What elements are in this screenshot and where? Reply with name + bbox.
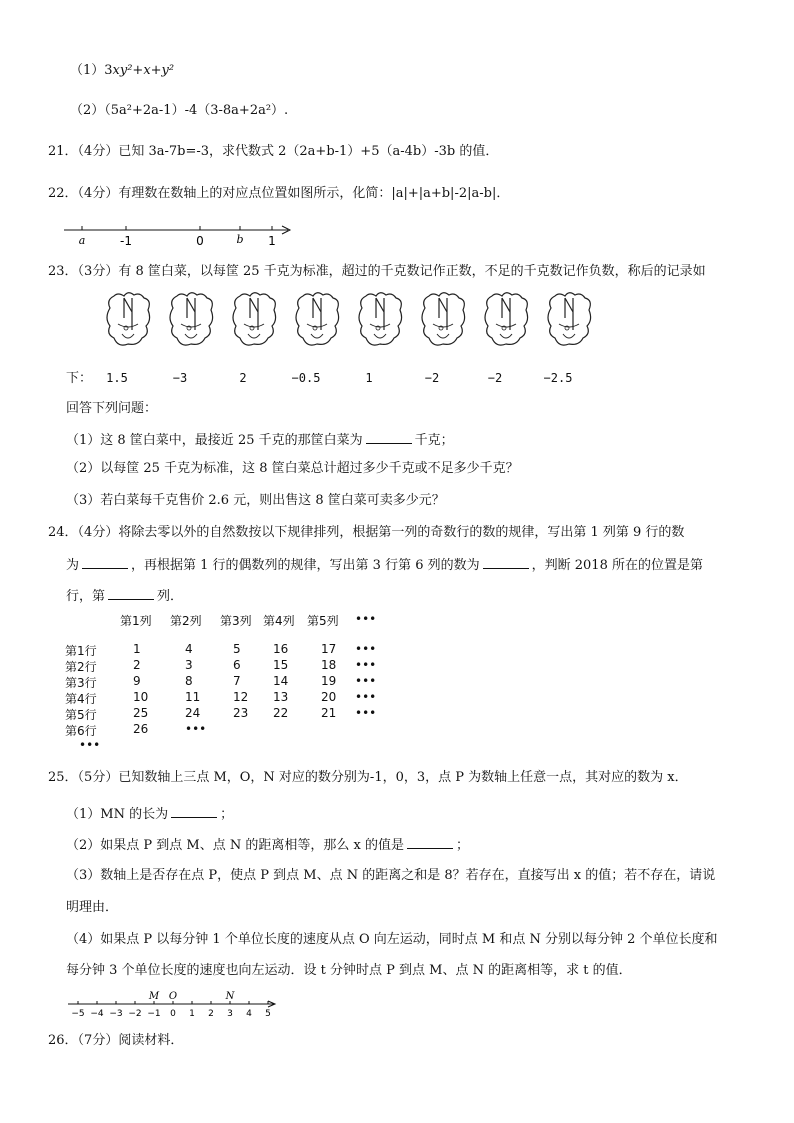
table-cell: 26: [133, 722, 149, 736]
table-cell: 24: [185, 706, 201, 720]
q25-part3-cont: 明理由．: [66, 900, 119, 915]
answer-blank[interactable]: [366, 432, 412, 444]
table-cell: •••: [355, 674, 377, 688]
cabbage-basket-icon: [291, 290, 343, 352]
table-cell: 19: [321, 674, 337, 688]
table-cell: 8: [185, 674, 193, 688]
nl2-tick-label: 5: [265, 1009, 271, 1019]
cabbage-weight-value: −2: [487, 371, 503, 385]
nl2-point-label: N: [225, 991, 235, 1002]
nl2-tick-label: 3: [227, 1009, 233, 1019]
table-cell: 6: [233, 658, 241, 672]
table-cell: 12: [233, 690, 249, 704]
question-24: 24．（4分）将除去零以外的自然数按以下规律排列，根据第一列的奇数行的数的规律，写出第 1 列第 9 行的数: [48, 525, 685, 540]
nl1-label-neg1: -1: [120, 234, 132, 248]
cabbage-weight-value: −2.5: [543, 371, 573, 385]
table-cell: 15: [273, 658, 289, 672]
q23-part3: （3）若白菜每千克售价 2.6 元，则出售这 8 筐白菜可卖多少元？: [66, 493, 445, 508]
cabbage-basket-icon: [165, 290, 217, 352]
table-cell: •••: [355, 642, 377, 656]
table-cell: 4: [185, 642, 193, 656]
table-cell: 5: [233, 642, 241, 656]
question-23: 23．（3分）有 8 筐白菜，以每筐 25 千克为标准，超过的千克数记作正数，不足的千克数记作负数，称后的记录如: [48, 264, 706, 279]
question-25: 25．（5分）已知数轴上三点 M，O，N 对应的数分别为-1，0，3，点 P 为数轴上任意一点，其对应的数为 x．: [48, 770, 688, 785]
nl2-tick-label: 2: [208, 1009, 214, 1019]
table-cell: 23: [233, 706, 249, 720]
nl2-tick-label: 0: [170, 1009, 176, 1019]
answer-blank[interactable]: [407, 837, 453, 849]
table-header: 第5列: [307, 614, 339, 628]
q20-part2: （2）（5a²+2a-1）-4（3-8a+2a²）.: [70, 103, 289, 118]
nl1-label-a: a: [78, 234, 86, 247]
table-row-label: 第3行: [65, 676, 97, 690]
q23-answer-prompt: 回答下列问题：: [66, 401, 158, 416]
q24-line3: 行，第 列．: [66, 589, 184, 604]
nl2-tick-label: 4: [246, 1009, 252, 1019]
cabbage-basket-icon: [480, 290, 532, 352]
table-header: 第3列: [220, 614, 252, 628]
table-cell: 22: [273, 706, 289, 720]
number-line-M-O-N: [68, 990, 288, 1020]
cabbage-weight-value: 1: [365, 371, 373, 385]
table-cell: 20: [321, 690, 337, 704]
question-26: 26．（7分）阅读材料．: [48, 1033, 184, 1048]
table-cell: 17: [321, 642, 337, 656]
cabbage-basket-icon: [417, 290, 469, 352]
table-cell: 25: [133, 706, 149, 720]
table-cell: 3: [185, 658, 193, 672]
nl2-tick-label: −4: [90, 1009, 104, 1019]
cabbage-basket-icon: [543, 290, 595, 352]
q23-xia-label: 下：: [66, 371, 93, 386]
table-cell: 21: [321, 706, 337, 720]
table-row-label: 第6行: [65, 724, 97, 738]
nl2-tick-label: −2: [128, 1009, 142, 1019]
question-21: 21．（4分）已知 3a-7b=-3，求代数式 2（2a+b-1）+5（a-4b）-3b 的值．: [48, 144, 499, 159]
q25-part4: （4）如果点 P 以每分钟 1 个单位长度的速度从点 O 向左运动，同时点 M 和点 N 分别以每分钟 2 个单位长度和: [66, 932, 718, 947]
q23-part1: （1）这 8 筐白菜中，最接近 25 千克的那筐白菜为 千克；: [66, 433, 454, 448]
nl2-tick-label: 1: [189, 1009, 195, 1019]
question-22: 22．（4分）有理数在数轴上的对应点位置如图所示，化简：|a|+|a+b|-2|a-b|．: [48, 186, 510, 201]
table-cell: 14: [273, 674, 289, 688]
table-cell: 11: [185, 690, 201, 704]
table-row-label: 第5行: [65, 708, 97, 722]
number-line-a-b: [62, 222, 302, 252]
cabbage-basket-icon: [102, 290, 154, 352]
nl2-tick-label: −1: [147, 1009, 161, 1019]
table-cell: 1: [133, 642, 141, 656]
cabbage-basket-icon: [354, 290, 406, 352]
table-cell: 16: [273, 642, 289, 656]
cabbage-weight-value: 1.5: [106, 371, 128, 385]
table-cell: •••: [355, 706, 377, 720]
q25-part3: （3）数轴上是否存在点 P，使点 P 到点 M、点 N 的距离之和是 8？若存在，直接写出 x 的值；若不存在，请说: [66, 868, 716, 883]
nl1-label-1: 1: [268, 234, 276, 248]
table-cell: 2: [133, 658, 141, 672]
nl2-tick-label: −5: [71, 1009, 85, 1019]
table-cell: •••: [355, 690, 377, 704]
table-cell: 7: [233, 674, 241, 688]
q25-part1: （1）MN 的长为 ；: [66, 807, 234, 822]
table-cell: 10: [133, 690, 149, 704]
table-row-label: 第4行: [65, 692, 97, 706]
answer-blank[interactable]: [108, 588, 154, 600]
table-ellipsis: •••: [79, 738, 101, 752]
nl1-label-0: 0: [196, 234, 204, 248]
cabbage-weight-value: 2: [239, 371, 247, 385]
q25-part2: （2）如果点 P 到点 M、点 N 的距离相等，那么 x 的值是 ；: [66, 838, 469, 853]
q23-part2: （2）以每筐 25 千克为标准，这 8 筐白菜总计超过多少千克或不足多少千克？: [66, 461, 519, 476]
table-cell: 9: [133, 674, 141, 688]
table-header: •••: [355, 612, 377, 626]
cabbage-weight-value: −2: [424, 371, 440, 385]
cabbage-basket-icon: [228, 290, 280, 352]
cabbage-weight-value: −0.5: [291, 371, 321, 385]
nl2-point-label: O: [168, 991, 178, 1002]
answer-blank[interactable]: [82, 557, 128, 569]
nl2-tick-label: −3: [109, 1009, 123, 1019]
answer-blank[interactable]: [483, 557, 529, 569]
table-header: 第2列: [170, 614, 202, 628]
table-cell: 18: [321, 658, 337, 672]
table-row-label: 第1行: [65, 644, 97, 658]
table-row-label: 第2行: [65, 660, 97, 674]
table-header: 第1列: [120, 614, 152, 628]
nl1-label-b: b: [236, 233, 244, 246]
table-header: 第4列: [263, 614, 295, 628]
q25-part4-cont: 每分钟 3 个单位长度的速度也向左运动．设 t 分钟时点 P 到点 M、点 N 的距离相等，求 t 的值．: [66, 963, 632, 978]
q20-part1: （1）3xy²+x+y²: [70, 63, 175, 78]
table-cell: •••: [355, 658, 377, 672]
table-cell: 13: [273, 690, 289, 704]
table-cell: •••: [185, 722, 207, 736]
nl2-point-label: M: [148, 991, 160, 1002]
cabbage-weight-value: −3: [172, 371, 188, 385]
answer-blank[interactable]: [171, 806, 217, 818]
q24-line2: 为 ，再根据第 1 行的偶数列的规律，写出第 3 行第 6 列的数为 ，判断 2018 所在的位置是第: [66, 558, 703, 573]
